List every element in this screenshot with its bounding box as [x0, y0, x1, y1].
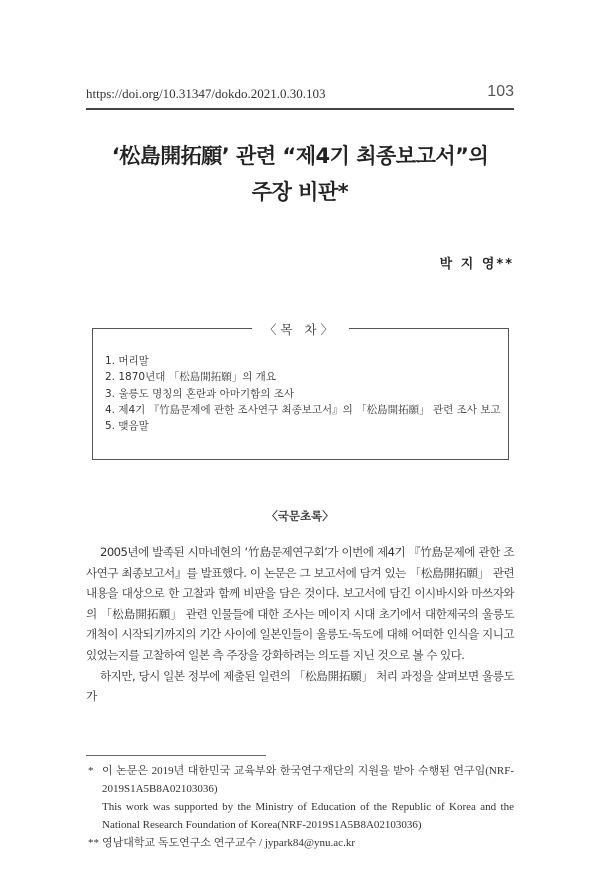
abstract-heading: 〈국문초록〉: [266, 509, 334, 523]
footnote-mark: *: [88, 765, 94, 777]
toc-item: 5. 맺음말: [105, 420, 149, 433]
abstract-paragraph: 2005년에 발족된 시마네현의 ‘竹島문제연구회’가 이번에 제4기 『竹島문제에 관한 조사연구 최종보고서』를 발표했다. 이 논문은 그 보고서에 담겨 있는 「松島開拓願」 관련 내용을 대상으로 한 고찰과 함께 비판을 담은 것이다. 보고서에 담긴 이시바시와 마쓰자와의 「松島開拓願」 관련 인물들에 대한 조사는 메이지 시대 초기에서 대한제국의 울릉도 개척이 시작되기까지의 기간 사이에 일본인들이 울릉도·독도에 대해 어떠한 인식을 지니고 있었는지를 고찰하여 일본 측 주장을 강화하려는 의도를 지닌 것으로 볼 수 있다.: [86, 545, 514, 662]
table-of-contents: [92, 322, 509, 460]
toc-item: 1. 머리말: [105, 355, 149, 367]
author-name: 박 지 영**: [439, 257, 514, 272]
footnote-author: [86, 834, 514, 852]
header-rule: [86, 108, 514, 110]
footnote-rule: [86, 755, 266, 756]
paper-title-line-2: 주장 비판*: [251, 180, 349, 204]
abstract-paragraph: 하지만, 당시 일본 정부에 제출된 일련의 「松島開拓願」 처리 과정을 살펴보면 울릉도가: [86, 668, 514, 704]
abstract-body: [86, 542, 514, 707]
footnote-text-ko: 이 논문은 2019년 대한민국 교육부와 한국연구재단의 지원을 받아 수행된 연구임(NRF-2019S1A5B8A02103036): [102, 765, 514, 795]
toc-list: [105, 353, 501, 434]
paper-title-line-1: ‘松島開拓願’ 관련 “제4기 최종보고서”의: [111, 144, 489, 168]
footnote-text-en: This work was supported by the Ministry of Education of the Republic of Korea and the National Research Foundation of Korea(NRF-2019S1A5B8A02103036): [102, 801, 514, 831]
footnotes: [86, 762, 514, 852]
toc-item: 4. 제4기 『竹島문제에 관한 조사연구 최종보고서』의 「松島開拓願」 관련 조사 보고: [105, 403, 501, 416]
footnote-mark: **: [88, 837, 99, 849]
doi-link[interactable]: https://doi.org/10.31347/dokdo.2021.0.30.103: [86, 86, 326, 101]
paper-title: [86, 138, 514, 210]
page-number: 103: [487, 83, 514, 100]
footnote-funding: [86, 762, 514, 834]
toc-label: [93, 319, 508, 338]
toc-item: 3. 울릉도 명칭의 혼란과 아마기함의 조사: [105, 387, 294, 400]
toc-label-text: 〈목 차〉: [252, 322, 349, 337]
toc-item: 2. 1870년대 「松島開拓願」의 개요: [105, 371, 276, 384]
footnote-text-affiliation: 영남대학교 독도연구소 연구교수 / jypark84@ynu.ac.kr: [102, 837, 355, 849]
